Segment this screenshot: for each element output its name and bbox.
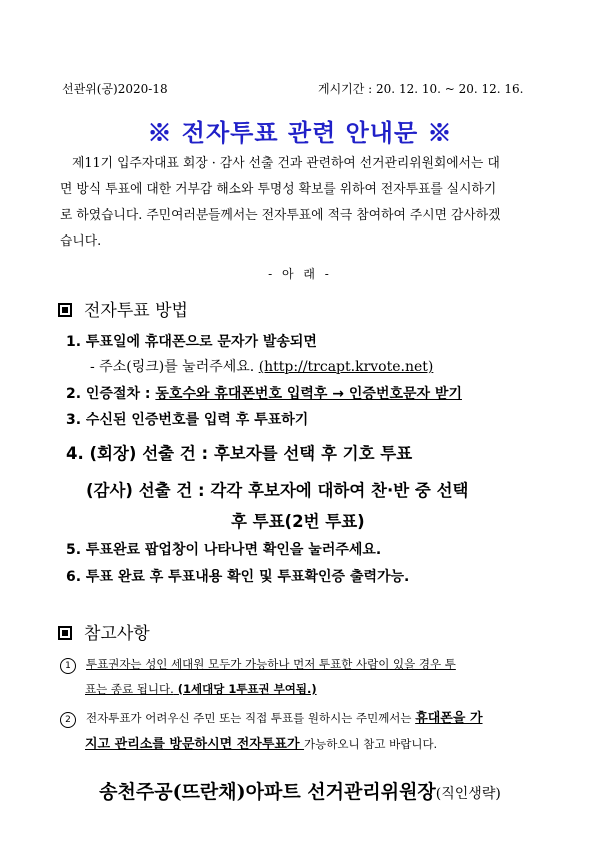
method-item-2-text: 동호수와 휴대폰번호 입력후 → 인증번호문자 받기	[155, 386, 462, 402]
section-heading-notes-text: 참고사항	[84, 624, 150, 644]
method-item-1: 1. 투표일에 휴대폰으로 문자가 발송되면	[66, 334, 317, 350]
ah-rae-divider: - 아 래 -	[268, 267, 332, 281]
doc-number: 선관위(공)2020-18	[62, 82, 168, 96]
method-item-3: 3. 수신된 인증번호를 입력 후 투표하기	[66, 412, 309, 428]
square-bullet-icon	[58, 626, 72, 640]
note-2-line-2	[85, 733, 437, 752]
note-1-part-c: 표는 종료 됩니다.	[85, 682, 174, 696]
circled-number-icon: 2	[60, 712, 76, 728]
section-heading-notes	[58, 619, 150, 644]
method-item-2	[66, 383, 462, 403]
note-1-part-a: 투표권자는 성인 세대원 모두가 가능하나	[86, 657, 294, 671]
signature	[0, 777, 600, 804]
note-1-line-2	[85, 681, 317, 697]
note-2-part-b: 휴대폰을 가	[415, 711, 483, 726]
intro-line-4: 습니다.	[60, 234, 102, 249]
note-2-part-c: 지고 관리소를 방문하시면 전자투표가	[85, 737, 305, 752]
method-item-2-label: 2. 인증절차 :	[66, 386, 156, 402]
intro-line-3: 로 하였습니다. 주민여러분들께서는 전자투표에 적극 참여하여 주시면 감사하겠	[60, 208, 501, 223]
intro-line-1: 제11기 입주자대표 회장 · 감사 선출 건과 관련하여 선거관리위원회에서는 대	[72, 156, 500, 171]
section-heading-method-text: 전자투표 방법	[84, 301, 188, 321]
note-2-part-d: 가능하오니 참고 바랍니다.	[304, 737, 438, 751]
posting-period: 게시기간 : 20. 12. 10. ~ 20. 12. 16.	[318, 82, 524, 96]
section-heading-method	[58, 296, 188, 321]
method-item-5: 5. 투표완료 팝업창이 나타나면 확인을 눌러주세요.	[66, 542, 382, 558]
square-bullet-icon	[58, 303, 72, 317]
method-item-4-line-1: 4. (회장) 선출 건 : 후보자를 선택 후 기호 투표	[66, 444, 413, 463]
note-2-line-1	[60, 707, 483, 728]
method-item-6: 6. 투표 완료 후 투표내용 확인 및 투표확인증 출력가능.	[66, 569, 410, 585]
method-item-1-sub-text: - 주소(링크)를 눌러주세요.	[90, 359, 259, 375]
note-1-line-1	[60, 656, 456, 674]
method-item-1-sub	[90, 356, 433, 376]
note-2-part-a: 전자투표가 어려우신 주민 또는 직접 투표를 원하시는 주민께서는	[86, 711, 416, 725]
circled-number-icon: 1	[60, 658, 76, 674]
note-1-part-b: 먼저 투표한 사람이 있을 경우 투	[293, 657, 456, 671]
intro-line-2: 면 방식 투표에 대한 거부감 해소와 투명성 확보를 위하여 전자투표를 실시하기	[60, 182, 497, 197]
note-1-part-d: (1세대당 1투표권 부여됨.)	[173, 682, 317, 696]
signature-suffix: (직인생략)	[435, 786, 501, 802]
method-item-4-line-3: 후 투표(2번 투표)	[231, 512, 365, 531]
signature-main: 송천주공(뜨란채)아파트 선거관리위원장	[99, 781, 436, 803]
method-item-4-line-2: (감사) 선출 건 : 각각 후보자에 대하여 찬·반 중 선택	[86, 481, 469, 500]
page-title: ※ 전자투표 관련 안내문 ※	[147, 118, 453, 147]
intro-paragraph	[60, 151, 552, 255]
vote-url-link[interactable]: (http://trcapt.krvote.net)	[258, 359, 434, 375]
